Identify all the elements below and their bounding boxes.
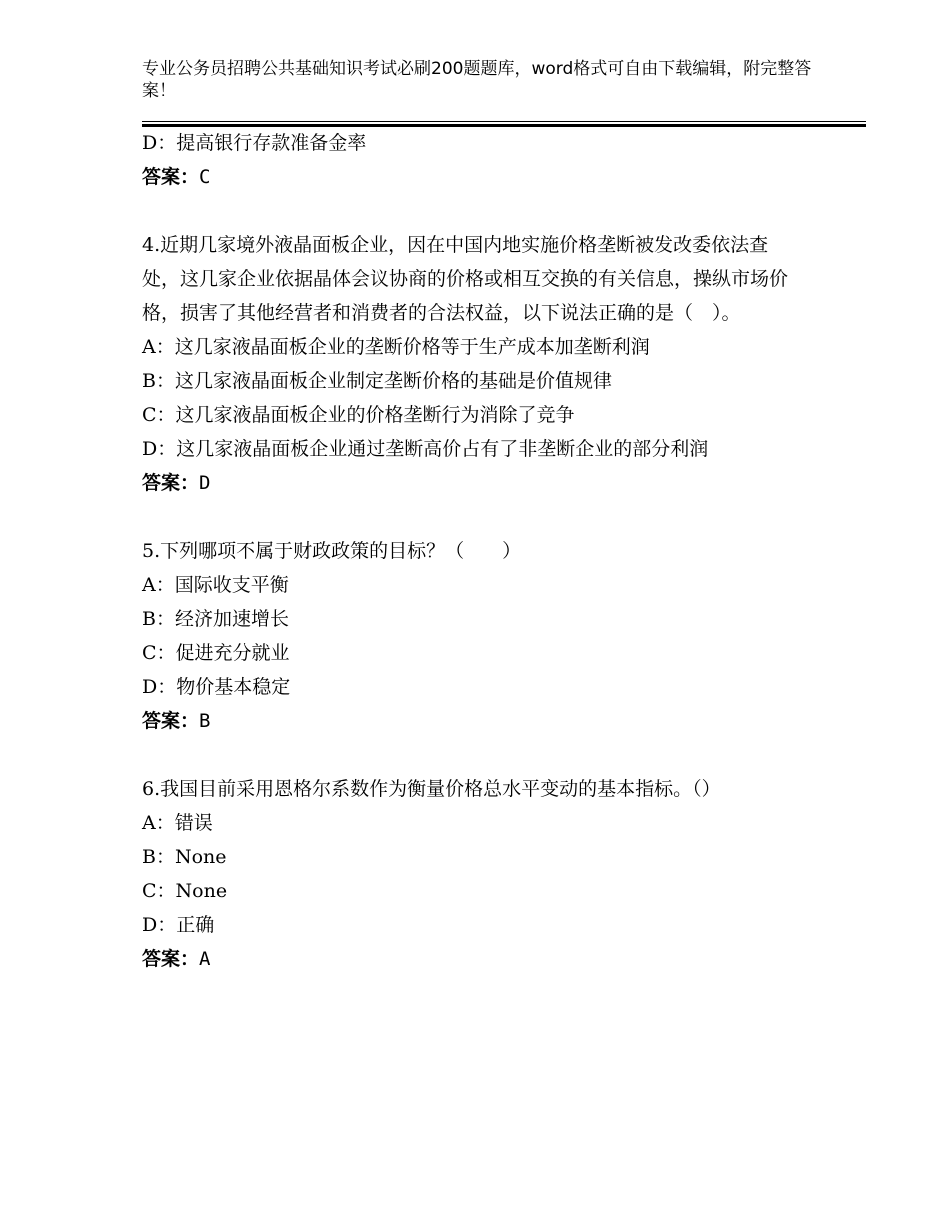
question-gap xyxy=(142,738,802,772)
option-d: D：正确 xyxy=(142,914,215,936)
option-d: D：这几家液晶面板企业通过垄断高价占有了非垄断企业的部分利润 xyxy=(142,438,709,460)
question-content xyxy=(142,126,802,976)
answer-line xyxy=(142,466,802,500)
question-stem: 5.下列哪项不属于财政政策的目标？（ ） xyxy=(142,540,522,562)
option-a: A：这几家液晶面板企业的垄断价格等于生产成本加垄断利润 xyxy=(142,336,650,358)
question-6 xyxy=(142,772,802,976)
option-c: C：促进充分就业 xyxy=(142,642,290,664)
answer-line xyxy=(142,942,802,976)
answer-value: A xyxy=(199,948,211,970)
question-stem: 6.我国目前采用恩格尔系数作为衡量价格总水平变动的基本指标。（） xyxy=(142,778,721,800)
option-d: D：物价基本稳定 xyxy=(142,676,291,698)
answer-line xyxy=(142,704,802,738)
answer-value: C xyxy=(199,166,211,188)
answer-label: 答案： xyxy=(142,166,200,188)
answer-line xyxy=(142,160,802,194)
page-header: 专业公务员招聘公共基础知识考试必刷200题题库，word格式可自由下载编辑，附完整答案！ xyxy=(142,59,812,101)
answer-value: B xyxy=(199,710,211,732)
option-a: A：错误 xyxy=(142,812,213,834)
question-gap xyxy=(142,500,802,534)
question-stem: 4.近期几家境外液晶面板企业，因在中国内地实施价格垄断被发改委依法查处，这几家企业依据晶体会议协商的价格或相互交换的有关信息，操纵市场价格，损害了其他经营者和消费者的合法权益，以下说法正确的是（ ）。 xyxy=(142,234,789,324)
answer-value: D xyxy=(199,472,211,494)
answer-label: 答案： xyxy=(142,710,200,732)
question-gap xyxy=(142,194,802,228)
option-b: B：None xyxy=(142,846,227,868)
question-4 xyxy=(142,228,802,500)
option-b: B：经济加速增长 xyxy=(142,608,289,630)
answer-label: 答案： xyxy=(142,472,200,494)
option-c: C：这几家液晶面板企业的价格垄断行为消除了竞争 xyxy=(142,404,575,426)
option-c: C：None xyxy=(142,880,228,902)
answer-label: 答案： xyxy=(142,948,200,970)
question-5 xyxy=(142,534,802,738)
option-d: D：提高银行存款准备金率 xyxy=(142,132,367,154)
partial-question xyxy=(142,126,802,194)
option-b: B：这几家液晶面板企业制定垄断价格的基础是价值规律 xyxy=(142,370,612,392)
header-rule-thin xyxy=(142,121,866,122)
option-a: A：国际收支平衡 xyxy=(142,574,289,596)
